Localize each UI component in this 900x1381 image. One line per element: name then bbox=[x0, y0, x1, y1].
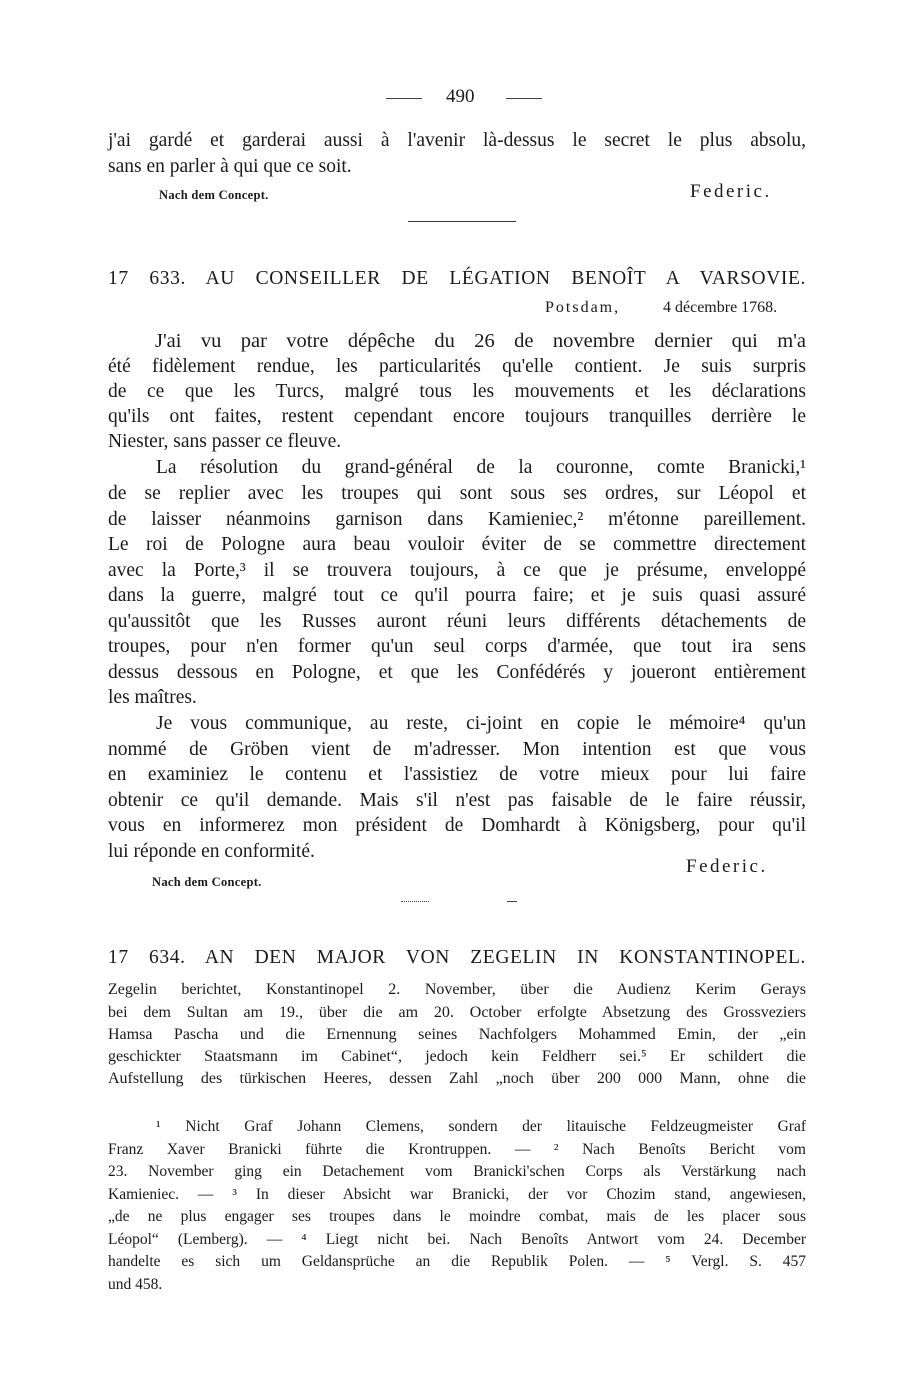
summary-line: Zegelin berichtet, Konstantinopel 2. November, über die Audienz Kerim Gerays bbox=[108, 981, 806, 998]
letter-line: lui réponde en conformité. bbox=[108, 841, 315, 862]
letter-date: 4 décembre 1768. bbox=[663, 299, 778, 316]
letter-line: troupes, pour n'en former qu'un seul corps d'armée, que tout ira sens bbox=[108, 636, 806, 657]
letter-line: Je vous communique, au reste, ci-joint en copie le mémoire⁴ qu'un bbox=[156, 713, 806, 734]
footnote-line: „de ne plus engager ses troupes dans le moindre combat, mais de les placer sous bbox=[108, 1208, 806, 1225]
continuation-line-2: sans en parler à qui que ce soit. bbox=[108, 156, 352, 177]
summary-line: geschickter Staatsmann im Cabinet“, jedoch kein Feldherr sei.⁵ Er schildert die bbox=[108, 1048, 806, 1065]
page-number-dash-right bbox=[506, 98, 542, 99]
letter-line: de ce que les Turcs, malgré tous les mouvements et les déclarations bbox=[108, 381, 806, 402]
letter-line: dans la guerre, malgré tout ce qu'il pourra faire; et je suis quasi assuré bbox=[108, 585, 806, 606]
letter-line: qu'ils ont faites, restent cependant encore toujours tranquilles derrière le bbox=[108, 406, 806, 427]
letter-line: vous en informerez mon président de Domhardt à Königsberg, pour qu'il bbox=[108, 815, 806, 836]
letter-line: les maîtres. bbox=[108, 687, 197, 708]
summary-line: Hamsa Pascha und die Ernennung seines Nachfolgers Mohammed Emin, der „ein bbox=[108, 1026, 806, 1043]
letter-line: en examiniez le contenu et l'assistiez de votre mieux pour lui faire bbox=[108, 764, 806, 785]
letter-line: Niester, sans passer ce fleuve. bbox=[108, 431, 342, 452]
section-divider bbox=[408, 221, 516, 222]
letter-heading: 17 634. AN DEN MAJOR VON ZEGELIN IN KONSTANTINOPEL. bbox=[108, 947, 806, 968]
source-note: Nach dem Concept. bbox=[152, 875, 262, 889]
signature: Federic. bbox=[686, 856, 768, 877]
footnote-line: und 458. bbox=[108, 1276, 163, 1293]
letter-line: été fidèlement rendue, les particularités qu'elle contient. Je suis surpris bbox=[108, 356, 806, 377]
footnote-line: Léopol“ (Lemberg). — ⁴ Liegt nicht bei. Nach Benoîts Antwort vom 24. December bbox=[108, 1231, 806, 1248]
footnote-line: 23. November ging ein Detachement vom Branicki'schen Corps als Verstärkung nach bbox=[108, 1163, 806, 1180]
letter-place: Potsdam, bbox=[545, 299, 621, 316]
letter-line: Le roi de Pologne aura beau vouloir éviter de se commettre directement bbox=[108, 534, 806, 555]
footnote-line: Kamieniec. — ³ In dieser Absicht war Branicki, der vor Chozim stand, angewiesen, bbox=[108, 1186, 806, 1203]
letter-line: nommé de Gröben vient de m'adresser. Mon intention est que vous bbox=[108, 739, 806, 760]
letter-line: avec la Porte,³ il se trouvera toujours, à ce que je présume, enveloppé bbox=[108, 560, 806, 581]
summary-line: Aufstellung des türkischen Heeres, dessen Zahl „noch über 200 000 Mann, ohne die bbox=[108, 1070, 806, 1087]
section-divider bbox=[507, 901, 517, 902]
letter-line: J'ai vu par votre dépêche du 26 de novembre dernier qui m'a bbox=[155, 330, 806, 352]
continuation-line-1: j'ai gardé et garderai aussi à l'avenir là-dessus le secret le plus absolu, bbox=[108, 130, 806, 151]
footnote-line: handelte es sich um Geldansprüche an die Republik Polen. — ⁵ Vergl. S. 457 bbox=[108, 1253, 806, 1270]
section-divider bbox=[401, 901, 429, 902]
source-note: Nach dem Concept. bbox=[159, 188, 269, 202]
letter-line: de laisser néanmoins garnison dans Kamieniec,² m'étonne pareillement. bbox=[108, 509, 806, 530]
page-number: 490 bbox=[446, 86, 475, 107]
letter-line: qu'aussitôt que les Russes auront réuni leurs différents détachements de bbox=[108, 611, 806, 632]
letter-line: La résolution du grand-général de la couronne, comte Branicki,¹ bbox=[156, 457, 806, 478]
footnote-line: ¹ Nicht Graf Johann Clemens, sondern der litauische Feldzeugmeister Graf bbox=[156, 1118, 806, 1135]
page-number-dash-left bbox=[386, 98, 422, 99]
letter-heading: 17 633. AU CONSEILLER DE LÉGATION BENOÎT A VARSOVIE. bbox=[108, 268, 806, 289]
footnote-line: Franz Xaver Branicki führte die Krontruppen. — ² Nach Benoîts Bericht vom bbox=[108, 1141, 806, 1158]
summary-line: bei dem Sultan am 19., über die am 20. October erfolgte Absetzung des Grossveziers bbox=[108, 1004, 806, 1021]
signature: Federic. bbox=[690, 181, 772, 202]
letter-line: de se replier avec les troupes qui sont sous ses ordres, sur Léopol et bbox=[108, 483, 806, 504]
letter-line: dessus dessous en Pologne, et que les Confédérés y joueront entièrement bbox=[108, 662, 806, 683]
letter-line: obtenir ce qu'il demande. Mais s'il n'est pas faisable de le faire réussir, bbox=[108, 790, 806, 811]
